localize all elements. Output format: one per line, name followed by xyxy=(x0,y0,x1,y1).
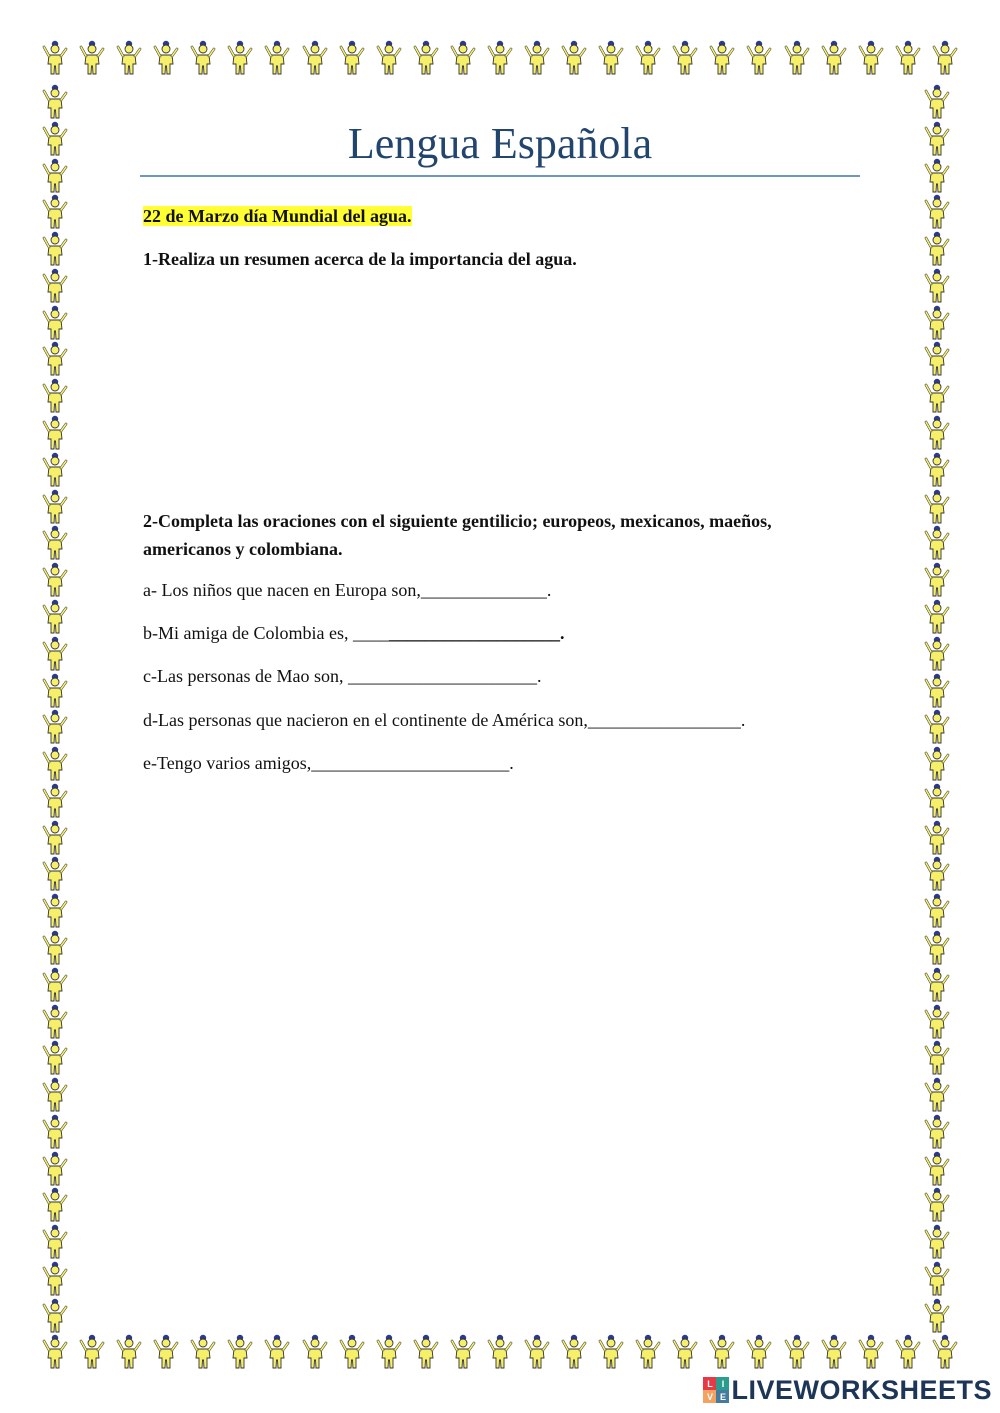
border-figure-icon xyxy=(374,40,404,84)
border-figure-icon xyxy=(40,1151,80,1187)
border-figure-icon xyxy=(40,1040,80,1076)
border-figure-icon xyxy=(522,40,552,84)
border-figure-icon xyxy=(40,599,80,635)
liveworksheets-logo xyxy=(703,1373,992,1407)
border-figure-icon xyxy=(922,709,962,745)
border-figure-icon xyxy=(922,856,962,892)
border-figure-icon xyxy=(559,1334,589,1378)
border-figure-icon xyxy=(300,1334,330,1378)
border-figure-icon xyxy=(188,40,218,84)
date-heading-highlight: 22 de Marzo día Mundial del agua. xyxy=(143,206,412,226)
logo-badge-letter: V xyxy=(703,1390,716,1403)
border-figure-icon xyxy=(40,856,80,892)
border-figure-icon xyxy=(114,40,144,84)
border-figure-icon xyxy=(337,40,367,84)
border-figure-icon xyxy=(77,1334,107,1378)
border-figure-icon xyxy=(40,930,80,966)
question-1: 1-Realiza un resumen acerca de la importancia del agua. xyxy=(143,249,577,269)
border-figure-icon xyxy=(77,40,107,84)
item-e: e-Tengo varios amigos,______________________. xyxy=(143,753,514,773)
border-figure-icon xyxy=(40,820,80,856)
border-left xyxy=(40,84,80,1334)
logo-text: LIVEWORKSHEETS xyxy=(731,1374,992,1405)
item-c: c-Las personas de Mao son, _____________________. xyxy=(143,666,542,686)
border-figure-icon xyxy=(374,1334,404,1378)
border-figure-icon xyxy=(300,40,330,84)
item-a: a- Los niños que nacen en Europa son,______________. xyxy=(143,580,552,600)
border-figure-icon xyxy=(922,121,962,157)
border-figure-icon xyxy=(40,967,80,1003)
border-figure-icon xyxy=(922,746,962,782)
border-figure-icon xyxy=(40,893,80,929)
border-figure-icon xyxy=(922,1187,962,1223)
border-figure-icon xyxy=(40,783,80,819)
border-figure-icon xyxy=(40,305,80,341)
border-figure-icon xyxy=(40,341,80,377)
border-figure-icon xyxy=(633,40,663,84)
border-figure-icon xyxy=(670,1334,700,1378)
border-figure-icon xyxy=(40,1261,80,1297)
border-figure-icon xyxy=(225,40,255,84)
border-figure-icon xyxy=(893,40,923,84)
border-right xyxy=(922,84,962,1334)
border-figure-icon xyxy=(485,1334,515,1378)
border-figure-icon xyxy=(40,1334,70,1378)
border-figure-icon xyxy=(707,40,737,84)
border-figure-icon xyxy=(40,452,80,488)
border-figure-icon xyxy=(114,1334,144,1378)
border-figure-icon xyxy=(40,709,80,745)
border-figure-icon xyxy=(922,562,962,598)
border-figure-icon xyxy=(40,1224,80,1260)
border-figure-icon xyxy=(922,1298,962,1334)
border-figure-icon xyxy=(40,1298,80,1334)
border-figure-icon xyxy=(40,636,80,672)
border-figure-icon xyxy=(448,40,478,84)
border-figure-icon xyxy=(670,40,700,84)
border-figure-icon xyxy=(922,1261,962,1297)
border-figure-icon xyxy=(922,820,962,856)
border-figure-icon xyxy=(922,967,962,1003)
border-figure-icon xyxy=(40,268,80,304)
border-figure-icon xyxy=(922,1004,962,1040)
border-figure-icon xyxy=(922,158,962,194)
border-figure-icon xyxy=(922,930,962,966)
border-figure-icon xyxy=(930,1334,960,1378)
border-figure-icon xyxy=(922,1224,962,1260)
item-b-blank: ___________________. xyxy=(388,623,565,643)
border-figure-icon xyxy=(485,40,515,84)
border-figure-icon xyxy=(262,1334,292,1378)
border-figure-icon xyxy=(782,1334,812,1378)
border-figure-icon xyxy=(922,599,962,635)
border-figure-icon xyxy=(40,525,80,561)
border-figure-icon xyxy=(40,158,80,194)
date-heading xyxy=(143,203,412,229)
border-figure-icon xyxy=(40,1077,80,1113)
logo-badge-icon xyxy=(703,1377,729,1403)
border-figure-icon xyxy=(782,40,812,84)
border-figure-icon xyxy=(559,40,589,84)
border-figure-icon xyxy=(40,40,70,84)
border-figure-icon xyxy=(922,1114,962,1150)
border-figure-icon xyxy=(40,489,80,525)
border-figure-icon xyxy=(856,1334,886,1378)
border-figure-icon xyxy=(40,1004,80,1040)
border-top xyxy=(40,40,960,84)
border-figure-icon xyxy=(262,40,292,84)
border-figure-icon xyxy=(893,1334,923,1378)
border-figure-icon xyxy=(633,1334,663,1378)
border-figure-icon xyxy=(40,121,80,157)
border-figure-icon xyxy=(922,415,962,451)
border-figure-icon xyxy=(188,1334,218,1378)
border-figure-icon xyxy=(922,84,962,120)
border-figure-icon xyxy=(922,378,962,414)
border-figure-icon xyxy=(40,562,80,598)
border-figure-icon xyxy=(225,1334,255,1378)
border-figure-icon xyxy=(922,489,962,525)
border-figure-icon xyxy=(40,1114,80,1150)
border-figure-icon xyxy=(856,40,886,84)
border-figure-icon xyxy=(819,1334,849,1378)
border-figure-icon xyxy=(922,1077,962,1113)
border-figure-icon xyxy=(522,1334,552,1378)
border-figure-icon xyxy=(922,341,962,377)
border-figure-icon xyxy=(40,231,80,267)
page-title: Lengua Española xyxy=(347,119,653,168)
border-figure-icon xyxy=(448,1334,478,1378)
border-figure-icon xyxy=(40,1187,80,1223)
border-figure-icon xyxy=(40,84,80,120)
border-bottom xyxy=(40,1334,960,1378)
border-figure-icon xyxy=(40,673,80,709)
border-figure-icon xyxy=(922,231,962,267)
border-figure-icon xyxy=(922,673,962,709)
border-figure-icon xyxy=(922,1151,962,1187)
question-2: 2-Completa las oraciones con el siguiente gentilicio; europeos, mexicanos, maeños, americanos y colombiana. xyxy=(143,511,772,559)
item-d: d-Las personas que nacieron en el continente de América son,_________________. xyxy=(143,710,746,730)
border-figure-icon xyxy=(151,1334,181,1378)
title-divider xyxy=(140,175,860,177)
border-figure-icon xyxy=(40,194,80,230)
border-figure-icon xyxy=(744,40,774,84)
border-figure-icon xyxy=(411,40,441,84)
border-figure-icon xyxy=(819,40,849,84)
border-figure-icon xyxy=(744,1334,774,1378)
item-b-text: b-Mi amiga de Colombia es, ____ xyxy=(143,623,389,643)
border-figure-icon xyxy=(930,40,960,84)
border-figure-icon xyxy=(151,40,181,84)
logo-badge-letter: L xyxy=(703,1377,716,1390)
border-figure-icon xyxy=(337,1334,367,1378)
border-figure-icon xyxy=(922,525,962,561)
border-figure-icon xyxy=(40,746,80,782)
border-figure-icon xyxy=(596,1334,626,1378)
border-figure-icon xyxy=(922,194,962,230)
border-figure-icon xyxy=(40,378,80,414)
border-figure-icon xyxy=(922,783,962,819)
border-figure-icon xyxy=(40,415,80,451)
border-figure-icon xyxy=(922,893,962,929)
border-figure-icon xyxy=(922,452,962,488)
border-figure-icon xyxy=(707,1334,737,1378)
border-figure-icon xyxy=(596,40,626,84)
logo-badge-letter: I xyxy=(716,1377,729,1390)
item-b xyxy=(143,620,564,646)
logo-badge-letter: E xyxy=(716,1390,729,1403)
border-figure-icon xyxy=(922,305,962,341)
border-figure-icon xyxy=(922,268,962,304)
border-figure-icon xyxy=(922,636,962,672)
border-figure-icon xyxy=(411,1334,441,1378)
border-figure-icon xyxy=(922,1040,962,1076)
